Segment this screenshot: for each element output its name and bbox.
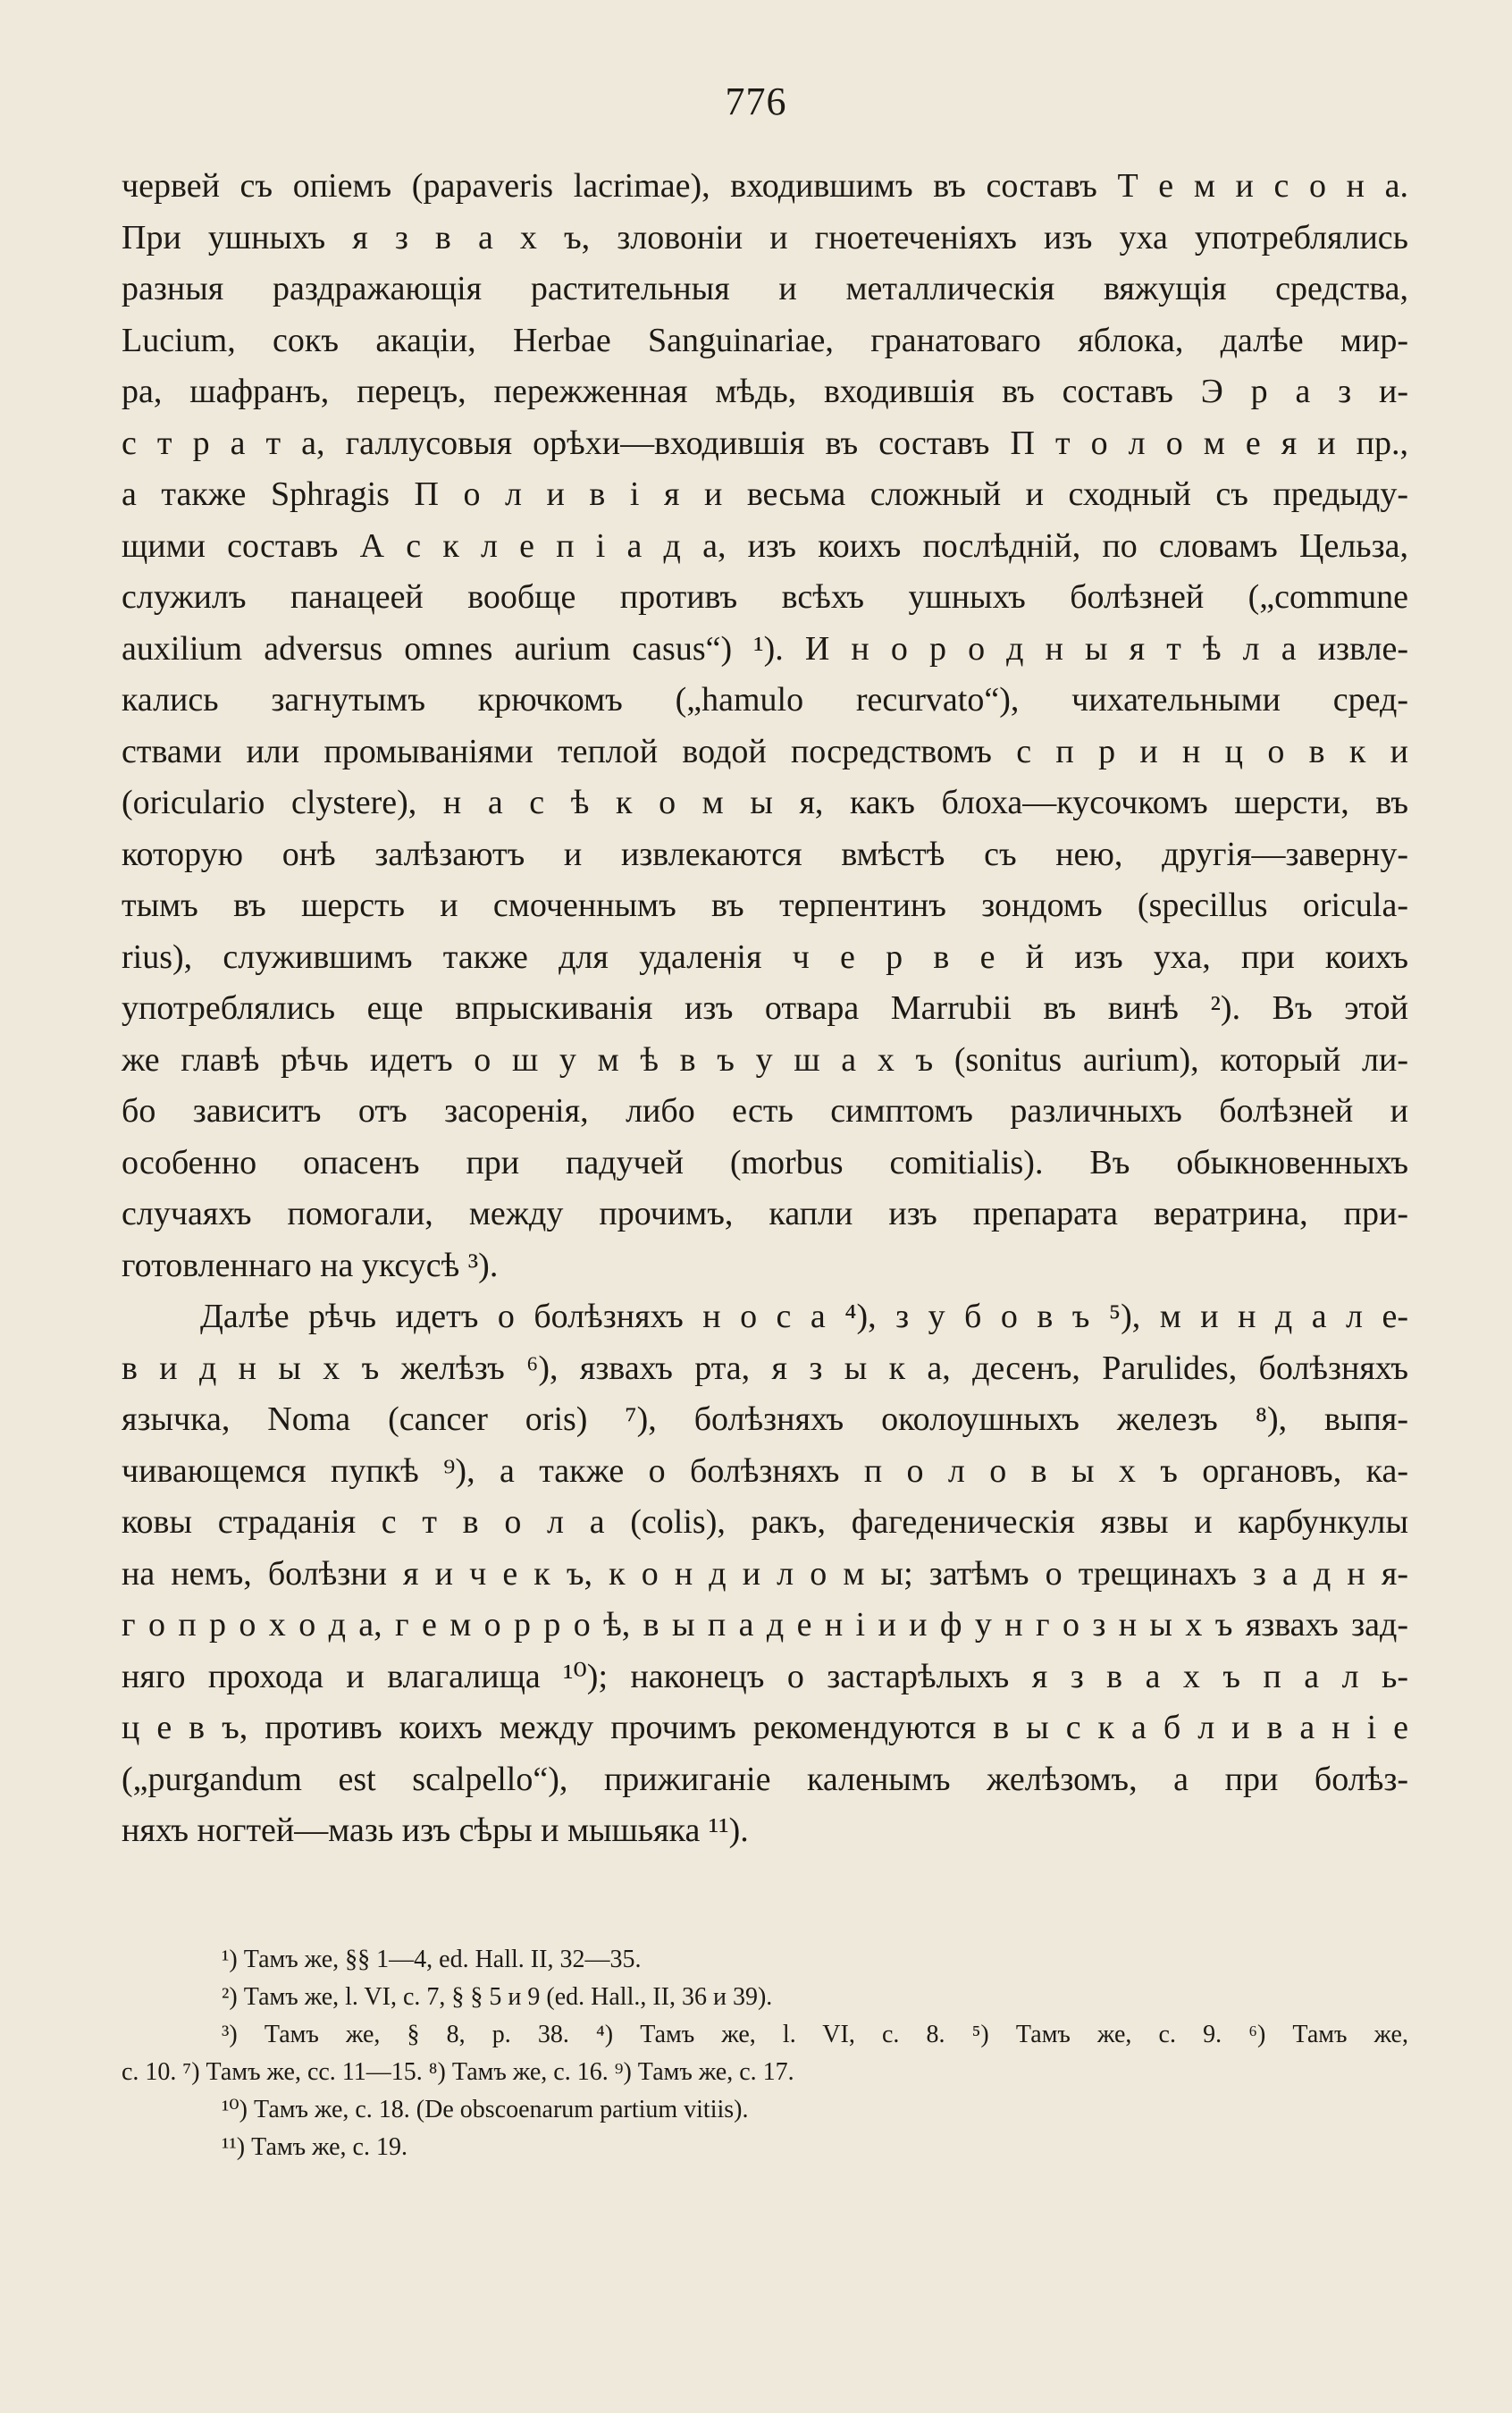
- text-line: готовленнаго на уксусѣ ³).: [122, 1246, 499, 1284]
- body-text: [122, 161, 1408, 1857]
- text-line: ц е в ъ, противъ коихъ между прочимъ рекомендуются в ы с к а б л и в а н і е: [122, 1709, 1408, 1746]
- text-line: Далѣе рѣчь идетъ о болѣзняхъ н о с а ⁴), з у б о в ъ ⁵), м и н д а л е-: [200, 1298, 1408, 1335]
- text-line: Lucium, сокъ акаціи, Herbae Sanguinariae, гранатоваго яблока, далѣе мир-: [122, 321, 1408, 359]
- text-line: с т р а т а, галлусовыя орѣхи—входившія въ составъ П т о л о м е я и пр.,: [122, 424, 1408, 462]
- text-line: разныя раздражающія растительныя и металлическія вяжущія средства,: [122, 270, 1408, 307]
- text-line: же главѣ рѣчь идетъ о ш у м ѣ в ъ у ш а х ъ (sonitus aurium), который ли-: [122, 1040, 1408, 1079]
- text-line: язычка, Noma (cancer oris) ⁷), болѣзняхъ околоушныхъ железъ ⁸), выпя-: [122, 1400, 1408, 1438]
- text-line: употреблялись еще впрыскиванія изъ отвара Marrubii въ винѣ ²). Въ этой: [122, 989, 1408, 1027]
- text-line: (oriculario clystere), н а с ѣ к о м ы я, какъ блоха—кусочкомъ шерсти, въ: [122, 784, 1408, 821]
- text-line: а также Sphragis П о л и в і я и весьма сложный и сходный съ предыду-: [122, 475, 1408, 513]
- text-line: г о п р о х о д а, г е м о р р о ѣ, в ы п а д е н і и и ф у н г о з н ы х ъ язвахъ зад-: [122, 1606, 1408, 1644]
- text-line: щими составъ А с к л е п і а д а, изъ коихъ послѣдній, по словамъ Цельза,: [122, 526, 1408, 565]
- text-line: особенно опасенъ при падучей (morbus comitialis). Въ обыкновенныхъ: [122, 1143, 1408, 1181]
- footnote: ¹¹) Тамъ же, c. 19.: [222, 2133, 407, 2161]
- text-line: бо зависитъ отъ засоренія, либо есть симптомъ различныхъ болѣзней и: [122, 1092, 1408, 1130]
- text-line: При ушныхъ я з в а х ъ, зловоніи и гноетеченіяхъ изъ уха употреблялись: [122, 218, 1408, 256]
- footnote: ³) Тамъ же, § 8, p. 38. ⁴) Тамъ же, l. VI, c. 8. ⁵) Тамъ же, c. 9. ⁶) Тамъ же,: [222, 2021, 1408, 2048]
- text-line: тымъ въ шерсть и смоченнымъ въ терпентинъ зондомъ (specillus oricula-: [122, 887, 1408, 924]
- text-line: чивающемся пупкѣ ⁹), а также о болѣзняхъ п о л о в ы х ъ органовъ, ка-: [122, 1451, 1408, 1490]
- text-line: auxilium adversus omnes aurium casus“) ¹). И н о р о д н ы я т ѣ л а извле-: [122, 629, 1408, 668]
- text-line: няго прохода и влагалища ¹⁰); наконецъ о застарѣлыхъ я з в а х ъ п а л ь-: [122, 1657, 1408, 1695]
- text-line: няхъ ногтей—мазь изъ сѣры и мышьяка ¹¹).: [122, 1812, 749, 1849]
- text-line: („purgandum est scalpello“), прижиганіе каленымъ желѣзомъ, а при болѣз-: [122, 1760, 1408, 1798]
- text-line: ствами или промываніями теплой водой посредствомъ с п р и н ц о в к и: [122, 732, 1408, 770]
- text-line: которую онѣ залѣзаютъ и извлекаются вмѣстѣ съ нею, другія—заверну-: [122, 835, 1408, 873]
- footnote: ¹⁰) Тамъ же, c. 18. (De obscoenarum partium vitiis).: [222, 2096, 749, 2123]
- text-line: кались загнутымъ крючкомъ („hamulo recurvato“), чихательными сред-: [122, 681, 1408, 719]
- footnote: ²) Тамъ же, l. VI, c. 7, § § 5 и 9 (ed. Hall., II, 36 и 39).: [222, 1983, 773, 2011]
- footnote: c. 10. ⁷) Тамъ же, cc. 11—15. ⁸) Тамъ же, c. 16. ⁹) Тамъ же, c. 17.: [122, 2058, 794, 2086]
- text-line: ра, шафранъ, перецъ, пережженная мѣдь, входившія въ составъ Э р а з и-: [122, 373, 1408, 410]
- page-number: 776: [725, 80, 787, 123]
- text-line: rius), служившимъ также для удаленія ч е р в е й изъ уха, при коихъ: [122, 937, 1408, 976]
- footnote: ¹) Тамъ же, §§ 1—4, ed. Hall. II, 32—35.: [222, 1946, 642, 1973]
- text-line: червей съ опіемъ (papaveris lacrimae), входившимъ въ составъ Т е м и с о н а.: [122, 167, 1408, 205]
- text-line: случаяхъ помогали, между прочимъ, капли изъ препарата вератрина, при-: [122, 1195, 1408, 1232]
- text-line: в и д н ы х ъ желѣзъ ⁶), язвахъ рта, я з ы к а, десенъ, Parulides, болѣзняхъ: [122, 1349, 1408, 1387]
- text-line: на немъ, болѣзни я и ч е к ъ, к о н д и л о м ы; затѣмъ о трещинахъ з а д н я-: [122, 1554, 1408, 1593]
- text-line: ковы страданія с т в о л а (colis), ракъ, фагеденическія язвы и карбункулы: [122, 1503, 1408, 1541]
- footnotes: [122, 1941, 1408, 2166]
- text-line: служилъ панацеей вообще противъ всѣхъ ушныхъ болѣзней („commune: [122, 578, 1408, 616]
